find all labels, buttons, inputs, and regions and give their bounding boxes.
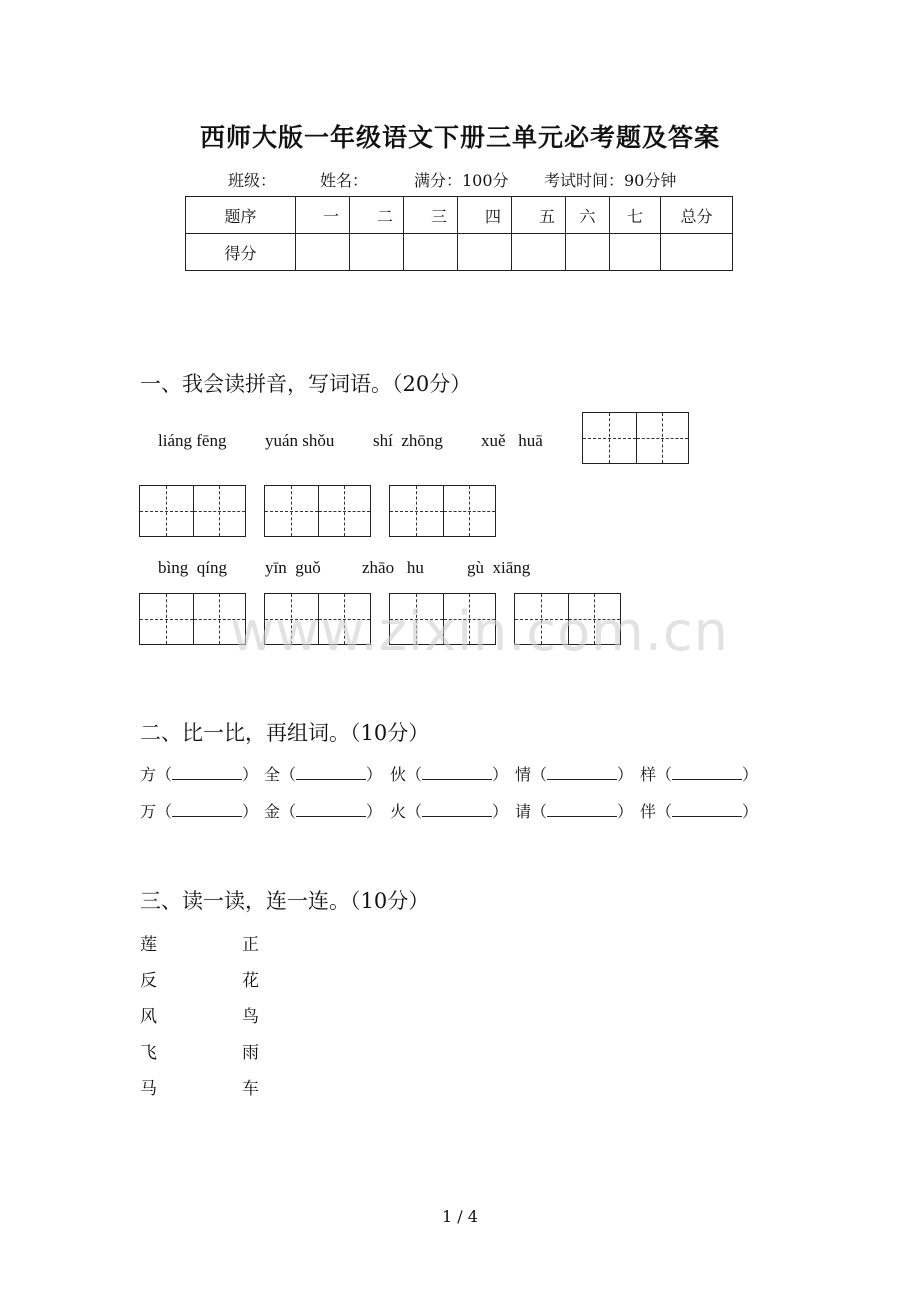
full-score-label: 满分：100分	[414, 171, 509, 190]
section3-heading: 三、读一读，连一连。（10分）	[140, 889, 430, 913]
score-header-cell: 五	[512, 197, 566, 234]
score-input-cell[interactable]	[458, 234, 512, 271]
answer-blank[interactable]	[672, 802, 742, 817]
compare-char: 金	[264, 802, 281, 821]
pinyin-item: bìng qíng	[158, 558, 227, 577]
score-input-cell[interactable]	[296, 234, 350, 271]
answer-blank[interactable]	[672, 765, 742, 780]
score-header-cell: 三	[404, 197, 458, 234]
compare-item: 伴（ ）	[640, 802, 759, 821]
score-input-cell[interactable]	[404, 234, 458, 271]
page-number: 1 / 4	[442, 1207, 478, 1226]
score-header-cell: 七	[610, 197, 661, 234]
score-input-cell[interactable]	[610, 234, 661, 271]
answer-blank[interactable]	[422, 802, 492, 817]
section2-heading: 二、比一比，再组词。（10分）	[140, 721, 430, 745]
match-right-item[interactable]: 正	[242, 935, 259, 955]
writing-grid[interactable]	[139, 485, 246, 537]
compare-item: 方（ ）	[140, 765, 259, 784]
score-input-cell[interactable]	[661, 234, 733, 271]
pinyin-item: liáng fēng	[158, 431, 227, 450]
match-left-item[interactable]: 风	[140, 1007, 157, 1027]
answer-blank[interactable]	[172, 765, 242, 780]
match-left-item[interactable]: 马	[140, 1079, 157, 1099]
watermark: www.zixin.com.cn	[230, 600, 729, 663]
compare-item: 金（ ）	[264, 802, 383, 821]
exam-time-label: 考试时间：90分钟	[544, 171, 677, 190]
score-header-cell: 一	[296, 197, 350, 234]
score-header-cell: 二	[350, 197, 404, 234]
grid-cell[interactable]	[390, 486, 443, 536]
grid-cell[interactable]	[140, 594, 193, 644]
match-right-item[interactable]: 鸟	[242, 1007, 259, 1027]
name-label: 姓名：	[320, 171, 369, 190]
compare-item: 请（ ）	[515, 802, 634, 821]
grid-cell[interactable]	[265, 486, 318, 536]
score-header-cell: 四	[458, 197, 512, 234]
match-left-item[interactable]: 莲	[140, 935, 157, 955]
match-right-item[interactable]: 雨	[242, 1043, 259, 1063]
score-input-cell[interactable]	[350, 234, 404, 271]
compare-char: 方	[140, 765, 157, 784]
score-header-cell: 题序	[186, 197, 296, 234]
match-right-item[interactable]: 车	[242, 1079, 259, 1099]
match-left-item[interactable]: 反	[140, 971, 157, 991]
grid-cell[interactable]	[318, 486, 371, 536]
pinyin-item: gù xiāng	[467, 558, 531, 577]
compare-char: 情	[515, 765, 532, 784]
compare-char: 请	[515, 802, 532, 821]
score-row-label: 得分	[186, 234, 296, 271]
match-right-item[interactable]: 花	[242, 971, 259, 991]
compare-char: 伴	[640, 802, 657, 821]
pinyin-item: yuán shǒu	[265, 431, 335, 450]
answer-blank[interactable]	[422, 765, 492, 780]
page-title: 西师大版一年级语文下册三单元必考题及答案	[199, 123, 720, 152]
compare-item: 样（ ）	[640, 765, 759, 784]
grid-cell[interactable]	[443, 486, 496, 536]
score-table-score-row	[186, 234, 733, 271]
pinyin-item: xuě huā	[481, 431, 543, 450]
grid-cell[interactable]	[636, 413, 689, 463]
grid-cell[interactable]	[583, 413, 636, 463]
class-label: 班级：	[228, 171, 277, 190]
pinyin-item: yīn guǒ	[265, 558, 321, 577]
grid-cell[interactable]	[193, 486, 246, 536]
writing-grid[interactable]	[582, 412, 689, 464]
writing-grid[interactable]	[389, 485, 496, 537]
compare-char: 火	[390, 802, 407, 821]
pinyin-item: shí zhōng	[373, 431, 443, 450]
compare-char: 伙	[390, 765, 407, 784]
match-left-item[interactable]: 飞	[140, 1043, 157, 1063]
answer-blank[interactable]	[547, 765, 617, 780]
score-input-cell[interactable]	[566, 234, 610, 271]
answer-blank[interactable]	[547, 802, 617, 817]
score-header-cell: 总分	[661, 197, 733, 234]
compare-item: 万（ ）	[140, 802, 259, 821]
answer-blank[interactable]	[296, 802, 366, 817]
score-table	[185, 196, 733, 271]
score-table-header-row	[186, 197, 733, 234]
answer-blank[interactable]	[172, 802, 242, 817]
pinyin-item: zhāo hu	[362, 558, 424, 577]
compare-char: 万	[140, 802, 157, 821]
compare-item: 伙（ ）	[390, 765, 509, 784]
compare-item: 火（ ）	[390, 802, 509, 821]
compare-char: 样	[640, 765, 657, 784]
compare-item: 情（ ）	[515, 765, 634, 784]
compare-item: 全（ ）	[264, 765, 383, 784]
score-header-cell: 六	[566, 197, 610, 234]
section1-heading: 一、我会读拼音，写词语。（20分）	[140, 372, 472, 396]
compare-char: 全	[264, 765, 281, 784]
score-input-cell[interactable]	[512, 234, 566, 271]
grid-cell[interactable]	[140, 486, 193, 536]
writing-grid[interactable]	[264, 485, 371, 537]
answer-blank[interactable]	[296, 765, 366, 780]
